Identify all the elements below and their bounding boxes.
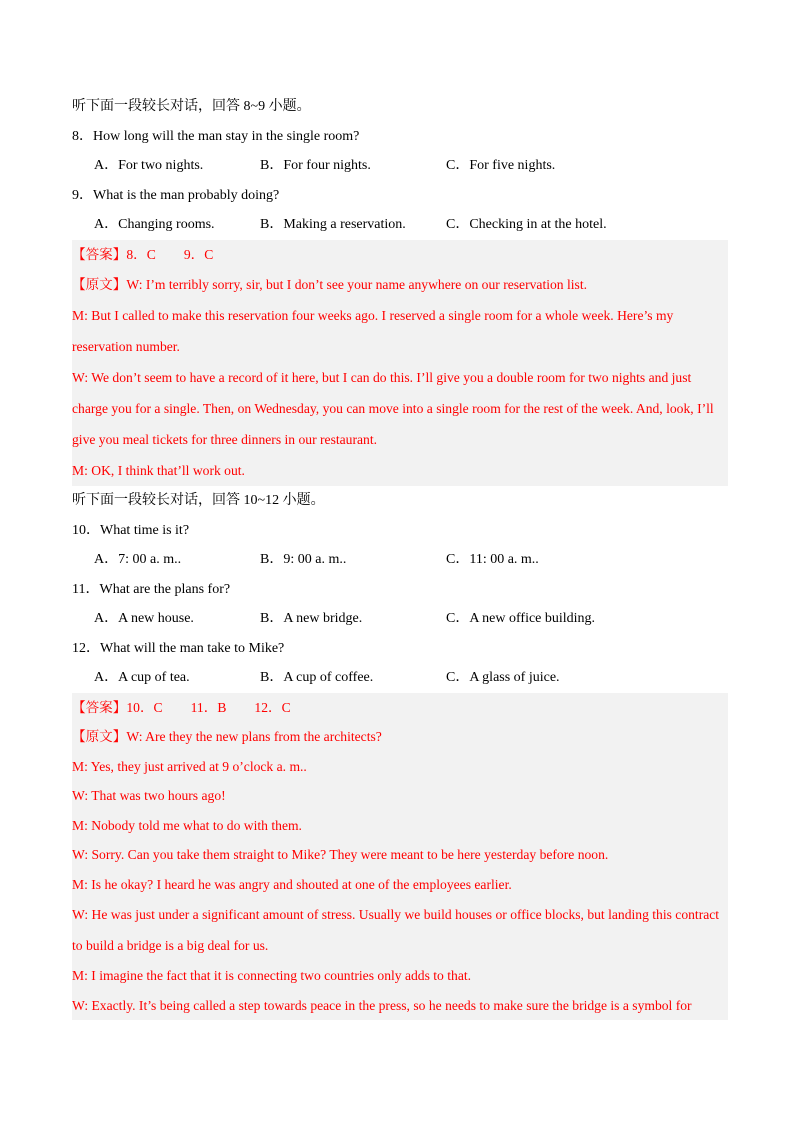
answer-label: 【答案】 (72, 699, 127, 715)
question-10: 10．What time is it? (72, 522, 190, 538)
option-c: C．11: 00 a. m.. (446, 552, 539, 567)
option-c: C．Checking in at the hotel. (446, 217, 607, 232)
question-10-options (72, 545, 728, 575)
answer-label: 【答案】 (72, 246, 127, 262)
question-9: 9．What is the man probably doing? (72, 187, 280, 203)
transcript-line: M: Is he okay? I heard he was angry and shouted at one of the employees earlier. (72, 876, 512, 892)
transcript-line: W: He was just under a significant amount of stress. Usually we build houses or office blocks, but landing this contract to build a bridge is a big deal for us. (72, 907, 720, 953)
option-a: A．7: 00 a. m.. (94, 552, 182, 567)
question-12-options (72, 663, 728, 693)
option-a: A．A cup of tea. (94, 670, 190, 685)
transcript-line: W: Exactly. It’s being called a step towards peace in the press, so he needs to make sure the bridge is a symbol for (72, 997, 692, 1013)
section-instruction: 听下面一段较长对话，回答 10~12 小题。 (72, 493, 325, 508)
answer-line (72, 240, 728, 270)
transcript-label: 【原文】 (72, 729, 127, 744)
answer-block-1 (72, 240, 728, 487)
document-content (72, 92, 728, 1020)
transcript-line: W: Sorry. Can you take them straight to Mike? They were meant to be here yesterday before noon. (72, 847, 609, 862)
transcript-line: M: OK, I think that’ll work out. (72, 463, 245, 478)
option-b: B．For four nights. (260, 158, 371, 173)
question-11: 11．What are the plans for? (72, 581, 231, 597)
transcript-line: M: Nobody told me what to do with them. (72, 817, 302, 833)
section-instruction: 听下面一段较长对话，回答 8~9 小题。 (72, 99, 311, 114)
answer-10: 10．C (126, 699, 163, 715)
transcript-line: W: We don’t seem to have a record of it here, but I can do this. I’ll give you a double room for two nights and just charge you for a single. Then, on Wednesday, you can move into a single room for the rest of the week. And, look, I’ll give you meal tickets for three dinners in our restaurant. (72, 370, 714, 447)
answer-8: 8．C (126, 246, 156, 262)
option-c: C．A glass of juice. (446, 670, 560, 685)
option-b: B．A cup of coffee. (260, 670, 374, 685)
option-c: C．A new office building. (446, 611, 596, 626)
option-b: B．9: 00 a. m.. (260, 552, 347, 567)
option-a: A．A new house. (94, 611, 194, 626)
question-11-options (72, 604, 728, 634)
option-b: B．Making a reservation. (260, 217, 406, 232)
answer-line (72, 693, 728, 723)
question-9-options (72, 210, 728, 240)
transcript-line: M: Yes, they just arrived at 9 o’clock a. m.. (72, 758, 307, 774)
option-a: A．Changing rooms. (94, 217, 215, 232)
answer-block-2 (72, 693, 728, 1021)
transcript-line: W: That was two hours ago! (72, 788, 226, 803)
option-c: C．For five nights. (446, 158, 556, 173)
option-b: B．A new bridge. (260, 611, 363, 626)
option-a: A．For two nights. (94, 158, 204, 173)
transcript-line: 【原文】W: Are they the new plans from the architects? (72, 729, 382, 744)
transcript-line: M: But I called to make this reservation four weeks ago. I reserved a single room for a whole week. Here’s my reservation number. (72, 308, 674, 354)
answer-9: 9．C (183, 246, 214, 262)
question-8: 8．How long will the man stay in the single room? (72, 128, 360, 144)
transcript-label: 【原文】 (72, 277, 127, 292)
question-8-options (72, 151, 728, 181)
answer-11: 11．B (190, 699, 227, 715)
transcript-line: 【原文】W: I’m terribly sorry, sir, but I don’t see your name anywhere on our reservation list. (72, 277, 588, 292)
question-12: 12．What will the man take to Mike? (72, 640, 285, 656)
transcript-line: M: I imagine the fact that it is connecting two countries only adds to that. (72, 968, 472, 983)
answer-12: 12．C (254, 699, 291, 715)
